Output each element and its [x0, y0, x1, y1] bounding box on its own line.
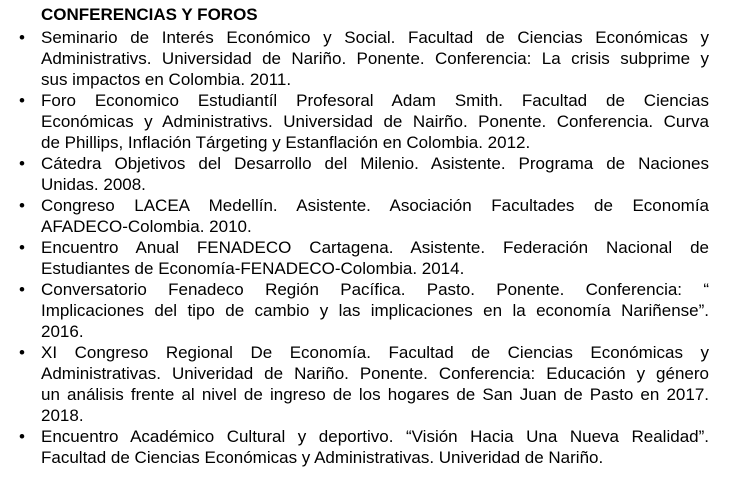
list-item-text-line: Económicas y Administrativs. Universidad de Nairño. Ponente. Conferencia. Curva — [41, 112, 709, 131]
list-item — [0, 195, 709, 237]
list-item — [0, 153, 709, 195]
list-item — [0, 426, 709, 468]
list-item — [0, 237, 709, 279]
list-item — [0, 279, 709, 342]
list-item-text-line: Unidas. 2008. — [41, 175, 146, 194]
list-item-text-line: un análisis frente al nivel de ingreso de los hogares de San Juan de Pasto en 2017. — [41, 385, 709, 404]
list-item-text-line: 2018. — [41, 406, 84, 425]
list-item-text-line: Conversatorio Fenadeco Región Pacífica. Pasto. Ponente. Conferencia: “ — [41, 280, 709, 299]
list-item-text-line: Facultad de Ciencias Económicas y Administrativas. Univeridad de Nariño. — [41, 448, 604, 467]
bullet-icon: • — [19, 427, 25, 446]
list-item-text-line: Estudiantes de Economía-FENADECO-Colombia. 2014. — [41, 259, 465, 278]
list-item-text-line: Administrativas. Univeridad de Nariño. Ponente. Conferencia: Educación y género — [41, 364, 709, 383]
bullet-icon: • — [19, 238, 25, 257]
bullet-icon: • — [19, 28, 25, 47]
section-heading: CONFERENCIAS Y FOROS — [41, 5, 258, 24]
list-item-text-line: de Phillips, Inflación Tárgeting y Estanflación en Colombia. 2012. — [41, 133, 531, 152]
list-item-text-line: Encuentro Anual FENADECO Cartagena. Asistente. Federación Nacional de — [41, 238, 709, 257]
list-item-text-line: sus impactos en Colombia. 2011. — [41, 70, 292, 89]
list-item-text-line: Cátedra Objetivos del Desarrollo del Milenio. Asistente. Programa de Naciones — [41, 154, 709, 173]
list-item — [0, 90, 709, 153]
bullet-icon: • — [19, 196, 25, 215]
list-item — [0, 342, 709, 426]
list-item-text-line: 2016. — [41, 322, 84, 341]
list-item-text-line: Foro Economico Estudiantíl Profesoral Adam Smith. Facultad de Ciencias — [41, 91, 709, 110]
conference-list — [0, 27, 741, 468]
bullet-icon: • — [19, 280, 25, 299]
list-item-text-line: Encuentro Académico Cultural y deportivo. “Visión Hacia Una Nueva Realidad”. — [41, 427, 709, 446]
list-item-text-line: XI Congreso Regional De Economía. Facultad de Ciencias Económicas y — [41, 343, 709, 362]
bullet-icon: • — [19, 343, 25, 362]
list-item-text-line: AFADECO-Colombia. 2010. — [41, 217, 252, 236]
list-item-text-line: Administrativs. Universidad de Nariño. Ponente. Conferencia: La crisis subprime y — [41, 49, 709, 68]
list-item-text-line: Implicaciones del tipo de cambio y las implicaciones en la economía Nariñense”. — [41, 301, 709, 320]
list-item — [0, 27, 709, 90]
bullet-icon: • — [19, 154, 25, 173]
list-item-text-line: Congreso LACEA Medellín. Asistente. Asociación Facultades de Economía — [41, 196, 709, 215]
bullet-icon: • — [19, 91, 25, 110]
list-item-text-line: Seminario de Interés Económico y Social. Facultad de Ciencias Económicas y — [41, 28, 709, 47]
